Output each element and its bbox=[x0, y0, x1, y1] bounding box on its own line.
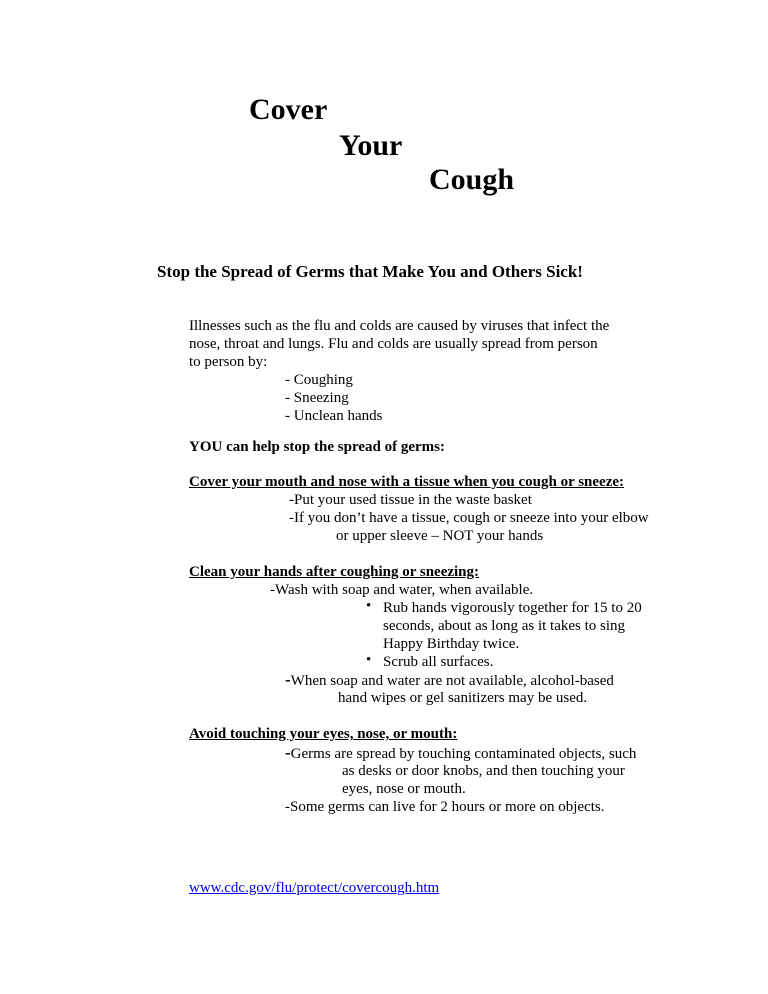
title-cover: Cover bbox=[249, 93, 328, 126]
cdc-link[interactable]: www.cdc.gov/flu/protect/covercough.htm bbox=[189, 880, 440, 896]
section-cover-item: -Put your used tissue in the waste basket bbox=[289, 492, 532, 508]
section-avoid-item: Germs are spread by touching contaminated objects, such bbox=[290, 746, 637, 762]
section-clean-heading: Clean your hands after coughing or sneezing: bbox=[189, 564, 480, 580]
section-cover-item-continued: or upper sleeve – NOT your hands bbox=[336, 528, 544, 544]
section-avoid-heading: Avoid touching your eyes, nose, or mouth: bbox=[189, 726, 458, 742]
dash-mark: - bbox=[285, 743, 291, 762]
bullet-icon: • bbox=[366, 598, 372, 614]
section-avoid-item: -Some germs can live for 2 hours or more on objects. bbox=[285, 799, 605, 815]
title-your: Your bbox=[339, 129, 403, 162]
intro-list-item: - Sneezing bbox=[285, 390, 349, 406]
section-clean-item: When soap and water are not available, alcohol-based bbox=[290, 673, 614, 689]
dash-mark: - bbox=[285, 670, 291, 689]
section-clean-item-continued: hand wipes or gel sanitizers may be used. bbox=[338, 690, 588, 706]
intro-line-2: nose, throat and lungs. Flu and colds are usually spread from person bbox=[189, 336, 598, 352]
section-clean-bullet: Rub hands vigorously together for 15 to 20 bbox=[383, 600, 642, 616]
section-clean-item: -Wash with soap and water, when available. bbox=[270, 582, 534, 598]
section-cover-heading: Cover your mouth and nose with a tissue when you cough or sneeze: bbox=[189, 474, 625, 490]
section-clean-bullet-continued: Happy Birthday twice. bbox=[383, 636, 520, 652]
intro-line-1: Illnesses such as the flu and colds are caused by viruses that infect the bbox=[189, 318, 610, 334]
subtitle: Stop the Spread of Germs that Make You and Others Sick! bbox=[157, 262, 583, 281]
help-heading: YOU can help stop the spread of germs: bbox=[189, 439, 445, 455]
section-clean-bullet-continued: seconds, about as long as it takes to sing bbox=[383, 618, 626, 634]
bullet-icon: • bbox=[366, 652, 372, 668]
section-avoid-item-continued: as desks or door knobs, and then touching your bbox=[342, 763, 625, 779]
title-cough: Cough bbox=[429, 163, 515, 196]
section-cover-item: -If you don’t have a tissue, cough or sneeze into your elbow bbox=[289, 510, 649, 526]
section-avoid-item-continued: eyes, nose or mouth. bbox=[342, 781, 466, 797]
intro-line-3: to person by: bbox=[189, 354, 268, 370]
intro-list-item: - Coughing bbox=[285, 372, 353, 388]
section-clean-bullet: Scrub all surfaces. bbox=[383, 654, 494, 670]
intro-list-item: - Unclean hands bbox=[285, 408, 383, 424]
